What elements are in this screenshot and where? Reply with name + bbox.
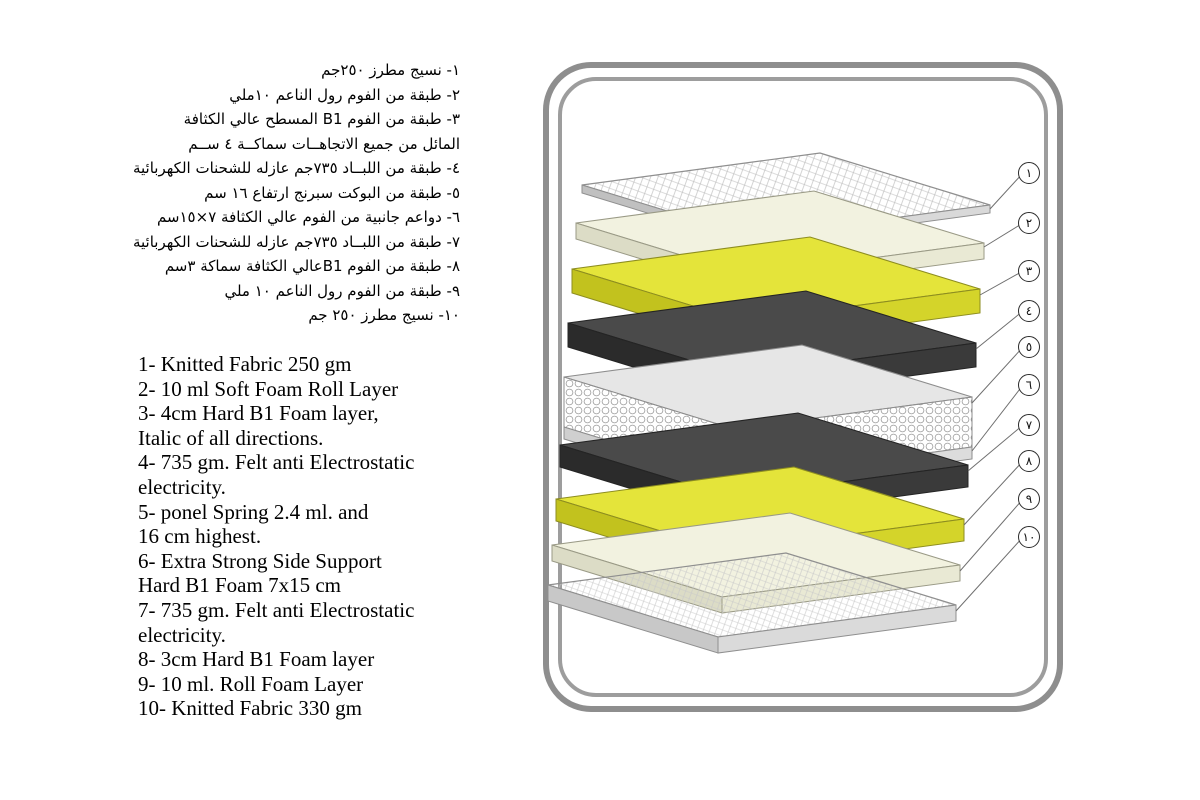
english-line: Hard B1 Foam 7x15 cm xyxy=(138,573,341,598)
english-line: 16 cm highest. xyxy=(138,524,262,549)
arabic-line: ٥- طبقة من البوكت سبرنج ارتفاع ١٦ سم xyxy=(204,183,460,202)
english-line: 3- 4cm Hard B1 Foam layer, xyxy=(138,401,379,426)
english-line: 5- ponel Spring 2.4 ml. and xyxy=(138,499,369,524)
bullet-7: ٧ xyxy=(1018,414,1040,436)
arabic-description-list xyxy=(132,58,460,328)
bullet-3: ٣ xyxy=(1018,260,1040,282)
english-line: electricity. xyxy=(138,474,226,499)
english-line: Italic of all directions. xyxy=(138,425,324,450)
arabic-line: ٦- دواعم جانبية من الفوم عالي الكثافة ٧×١٥سم xyxy=(156,208,460,226)
arabic-line: ٣- طبقة من الفوم B1 المسطح عالي الكثافة xyxy=(183,110,460,128)
bullet-1: ١ xyxy=(1018,162,1040,184)
english-line: electricity. xyxy=(138,622,226,647)
arabic-line: ٩- طبقة من الفوم رول الناعم ١٠ ملي xyxy=(224,281,460,300)
bullet-9: ٩ xyxy=(1018,488,1040,510)
mattress-layer-diagram xyxy=(520,55,1110,730)
english-line: 6- Extra Strong Side Support xyxy=(138,548,382,573)
arabic-line: ٤- طبقة من اللبــاد ٧٣٥جم عازله للشحنات الكهربائية xyxy=(132,159,460,177)
bullet-4: ٤ xyxy=(1018,300,1040,322)
bullet-2: ٢ xyxy=(1018,212,1040,234)
bullet-6: ٦ xyxy=(1018,374,1040,396)
english-line: 1- Knitted Fabric 250 gm xyxy=(138,352,352,376)
english-line: 2- 10 ml Soft Foam Roll Layer xyxy=(138,376,399,401)
english-line: 10- Knitted Fabric 330 gm xyxy=(138,696,362,721)
arabic-line: المائل من جميع الاتجاهــات سماكــة ٤ ســم xyxy=(188,134,460,153)
english-line: 4- 735 gm. Felt anti Electrostatic xyxy=(138,450,415,475)
arabic-line: ٢- طبقة من الفوم رول الناعم ١٠ملي xyxy=(229,85,460,104)
bullet-5: ٥ xyxy=(1018,336,1040,358)
arabic-line: ٨- طبقة من الفوم B1عالي الكثافة سماكة ٣سم xyxy=(164,257,460,275)
arabic-line: ١٠- نسيج مطرز ٢٥٠ جم xyxy=(308,306,460,324)
english-description-list xyxy=(138,352,478,721)
bullet-8: ٨ xyxy=(1018,450,1040,472)
english-line: 8- 3cm Hard B1 Foam layer xyxy=(138,647,375,672)
bullet-10: ١٠ xyxy=(1018,526,1040,548)
arabic-line: ١- نسيج مطرز ٢٥٠جم xyxy=(321,61,460,79)
arabic-line: ٧- طبقة من اللبــاد ٧٣٥جم عازله للشحنات الكهربائية xyxy=(132,232,460,251)
english-line: 9- 10 ml. Roll Foam Layer xyxy=(138,671,364,696)
english-line: 7- 735 gm. Felt anti Electrostatic xyxy=(138,597,415,622)
